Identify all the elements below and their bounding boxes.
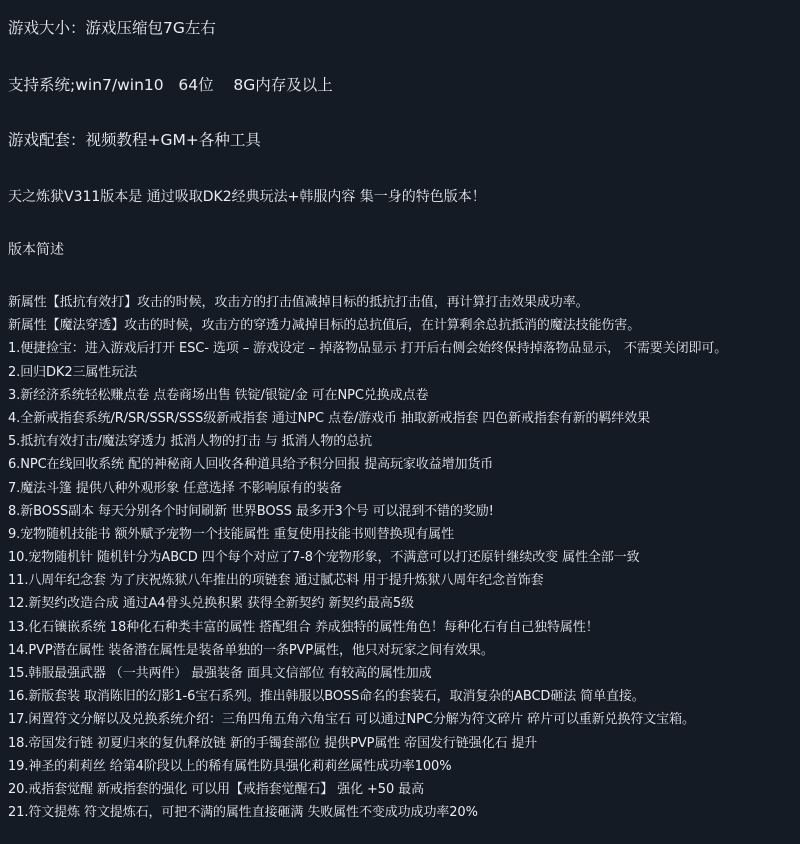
system-requirements-line: 支持系统;win7/win10 64位 8G内存及以上 xyxy=(8,76,333,94)
feature-item: 14.PVP潜在属性 装备潜在属性是装备单独的一条PVP属性，他只对玩家之间有效果。 xyxy=(8,642,494,658)
feature-item: 15.韩服最强武器 （一共两件） 最强装备 面具文信部位 有较高的属性加成 xyxy=(8,666,432,681)
feature-item: 12.新契约改造合成 通过A4骨头兑换积累 获得全新契约 新契约最高5级 xyxy=(8,596,414,612)
feature-item: 4.全新戒指套系统/R/SR/SSR/SSS级新戒指套 通过NPC 点卷/游戏币 抽取新戒指套 四色新戒指套有新的羁绊效果 xyxy=(8,410,650,426)
feature-item: 新属性【抵抗有效打】攻击的时候，攻击方的打击值减掉目标的抵抗打击值，再计算打击效果成功率。 xyxy=(8,295,589,310)
overview-title: 版本简述 xyxy=(8,242,64,258)
feature-item: 2.回归DK2三属性玩法 xyxy=(8,364,138,380)
feature-item: 13.化石镶嵌系统 18种化石种类丰富的属性 搭配组合 养成独特的属性角色！每种化石有自己独特属性！ xyxy=(8,619,599,635)
feature-item: 16.新版套装 取消陈旧的幻影1-6宝石系列。推出韩服以BOSS命名的套装石，取消复杂的ABCD砸法 简单直接。 xyxy=(8,689,645,705)
feature-item: 5.抵抗有效打击/魔法穿透力 抵消人物的打击 与 抵消人物的总抗 xyxy=(8,434,372,450)
game-size-line: 游戏大小：游戏压缩包7G左右 xyxy=(8,19,216,37)
feature-item: 1.便捷捡宝：进入游戏后打开 ESC- 选项 – 游戏设定 – 掉落物品显示 打开后右侧会始终保持掉落物品显示， 不需要关闭即可。 xyxy=(8,341,728,357)
feature-item: 17.闲置符文分解以及兑换系统介绍：三角四角五角六角宝石 可以通过NPC分解为符文碎片 碎片可以重新兑换符文宝箱。 xyxy=(8,712,695,728)
feature-item: 9.宠物随机技能书 额外赋予宠物一个技能属性 重复使用技能书则替换现有属性 xyxy=(8,526,454,542)
feature-item: 3.新经济系统轻松赚点卷 点卷商场出售 铁锭/银锭/金 可在NPC兑换成点卷 xyxy=(8,387,429,403)
feature-item: 6.NPC在线回收系统 配的神秘商人回收各种道具给予积分回报 提高玩家收益增加货币 xyxy=(8,457,494,473)
feature-item: 19.神圣的莉莉丝 给第4阶段以上的稀有属性防具强化莉莉丝属性成功率100% xyxy=(8,758,452,774)
game-bundle-line: 游戏配套：视频教程+GM+各种工具 xyxy=(8,131,261,149)
feature-item: 新属性【魔法穿透】攻击的时候，攻击方的穿透力减掉目标的总抗值后，在计算剩余总抗抵消的魔法技能伤害。 xyxy=(8,318,641,334)
feature-item: 21.符文提炼 符文提炼石，可把不满的属性直接砸满 失败属性不变成功成功率20% xyxy=(8,805,478,821)
feature-item: 7.魔法斗篷 提供八种外观形象 任意选择 不影响原有的装备 xyxy=(8,480,342,496)
feature-item: 20.戒指套觉醒 新戒指套的强化 可以用【戒指套觉醒石】 强化 +50 最高 xyxy=(8,781,424,797)
feature-item: 18.帝国发行链 初夏归来的复仇释放链 新的手镯套部位 提供PVP属性 帝国发行链强化石 提升 xyxy=(8,735,538,751)
feature-item: 11.八周年纪念套 为了庆祝炼狱八年推出的项链套 通过膩芯料 用于提升炼狱八周年纪念首饰套 xyxy=(8,573,544,589)
feature-item: 8.新BOSS副本 每天分别各个时间刷新 世界BOSS 最多开3个号 可以混到不错的奖励! xyxy=(8,503,494,519)
feature-list xyxy=(8,291,798,824)
feature-item: 10.宠物随机针 随机针分为ABCD 四个每个对应了7-8个宠物形象，不满意可以打还原针继续改变 属性全部一致 xyxy=(8,550,640,566)
version-intro: 天之炼狱V311版本是 通过吸取DK2经典玩法+韩服内容 集一身的特色版本！ xyxy=(8,189,486,205)
